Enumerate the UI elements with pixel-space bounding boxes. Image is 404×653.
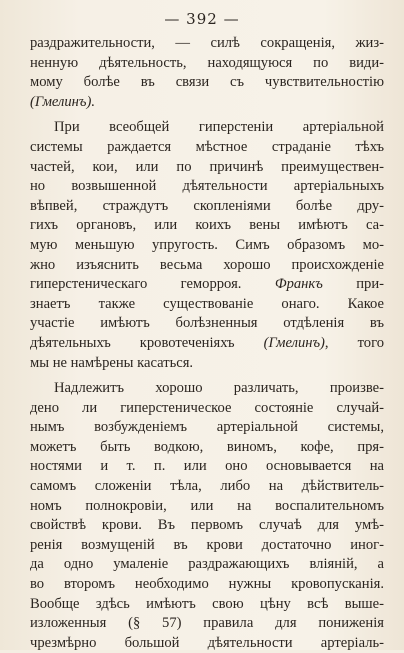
text-line: самомъ сложеніи тѣла, либо на дѣйствитель- [30, 478, 384, 495]
text-line: Надлежитъ хорошо различать, произве- [54, 380, 384, 397]
text-line: гихъ органовъ, или коихъ вены имѣютъ са- [30, 217, 384, 234]
text-line: дено ли гиперстеническое состояніе случай- [30, 399, 384, 416]
text-line: Вообще здѣсь имѣютъ свою цѣну всѣ выше- [30, 595, 384, 612]
text-line: гиперстеническаго геморроя. Франкъ при- [30, 276, 384, 293]
paragraph-1 [30, 34, 384, 112]
text-line: жно изъяснить весьма хорошо происхожденіе [30, 256, 384, 273]
text-line: раздражительности, — силѣ сокращенія, жиз- [30, 35, 384, 51]
text-line: да одно умаленіе раздражающихъ вліяній, а [30, 556, 384, 573]
text-line: мому болѣе въ связи съ чувствительностію [30, 74, 384, 91]
text-line: знаетъ также существованіе онаго. Какое [30, 295, 384, 312]
text-line: ненную дѣятельность, находящуюся по види- [30, 54, 384, 71]
text-line: участіе имѣютъ болѣзненныя отдѣленія въ [30, 315, 384, 332]
text-line: При всеобщей гиперстеніи артеріальной [54, 119, 384, 136]
text-line: можетъ быть водкою, виномъ, кофе, пря- [30, 438, 384, 455]
text-line: частей, кои, или по причинѣ преимуществен- [30, 158, 384, 175]
paragraph-2 [30, 118, 384, 373]
text-line: во второмъ необходимо нужны кровопусканія. [30, 576, 384, 593]
text-line: номъ полнокровіи, или на воспалительномъ [30, 497, 384, 514]
page-body [30, 34, 384, 653]
page-number: — 392 — [164, 10, 240, 28]
paragraph-3 [30, 379, 384, 653]
text-line: (Гмелинъ). [30, 93, 95, 110]
text-line: ренія возмущеній въ крови достаточно иног- [30, 536, 384, 553]
text-line: системы раждается мѣстное страданіе тѣхъ [30, 138, 384, 155]
text-line: мую меньшую упругость. Симъ образомъ мо- [30, 236, 384, 253]
text-line: изложенныя (§ 57) правила для пониженія [30, 615, 384, 632]
text-line: ностями и т. п. или оно основывается на [30, 458, 384, 475]
text-line: мы не намѣрены касаться. [30, 354, 194, 371]
text-line: нымъ возбужденіемъ артеріальной системы, [30, 419, 384, 436]
text-line: но возвышенной дѣятельности артеріальныхъ [30, 178, 384, 195]
text-line: вѣпвей, страждутъ скопленіями болѣе дру- [30, 197, 384, 214]
text-line: свойствѣ крови. Въ первомъ случаѣ для умѣ- [30, 517, 384, 534]
text-line: дѣятельныхъ кровотеченіяхъ (Гмелинъ), того [30, 334, 385, 351]
text-line: чрезмѣрно большой дѣятельности артеріаль- [30, 634, 384, 651]
